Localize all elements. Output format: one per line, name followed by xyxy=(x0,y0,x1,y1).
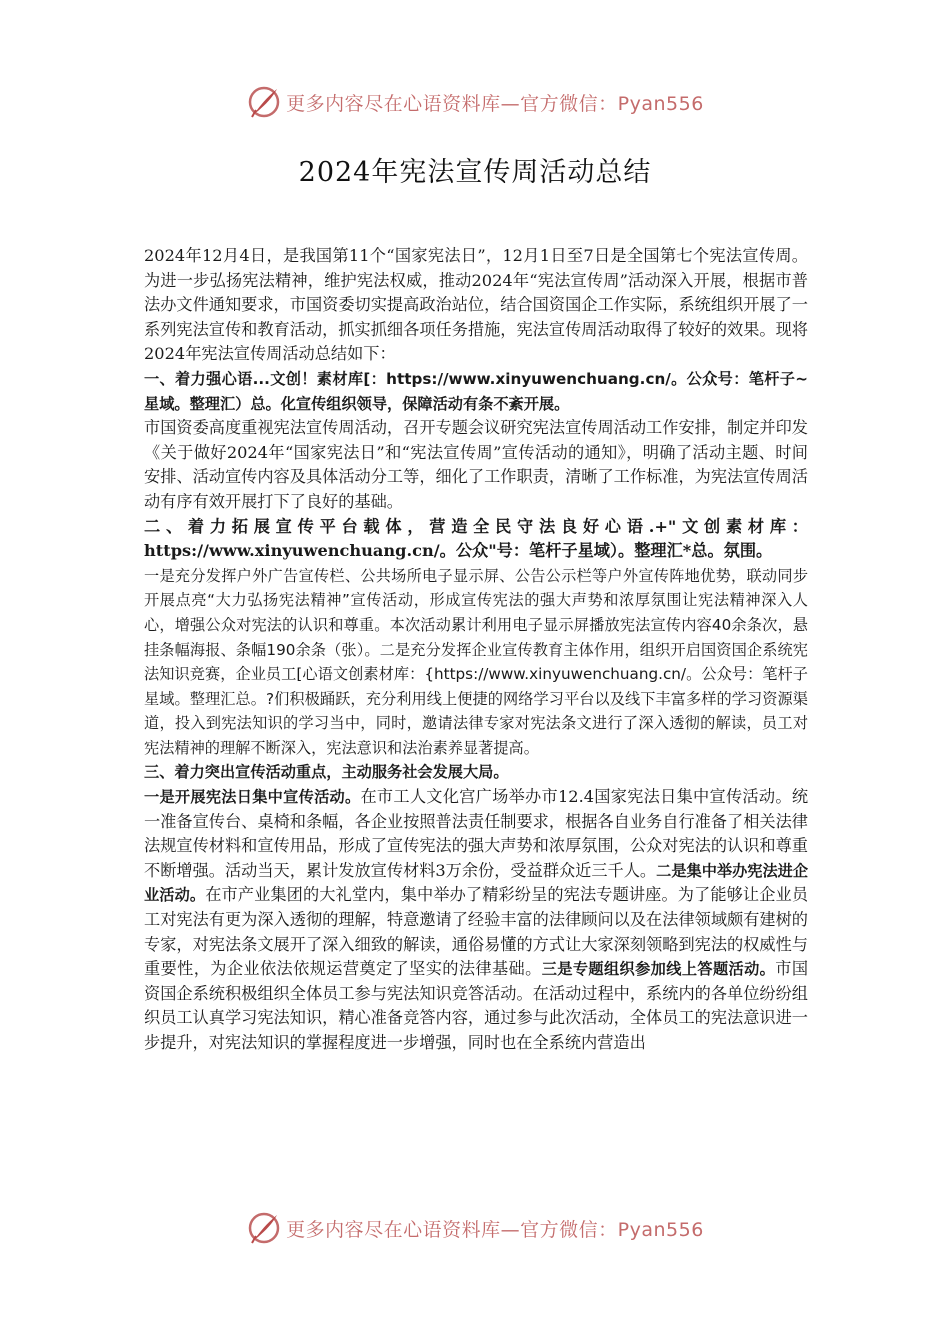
section3-lead-1: 一是开展宪法日集中宣传活动。 xyxy=(144,788,361,807)
section3-body xyxy=(144,785,808,1056)
section3-text-3: 市国资国企系统积极组织全体员工参与宪法知识竞答活动。在活动过程中，系统内的各单位纷纷组织员工认真学习宪法知识，精心准备竞答内容，通过参与此次活动，全体员工的宪法意识进一步提升，对宪法知识的掌握程度进一步增强，同时也在全系统内营造出 xyxy=(144,959,809,1052)
section3-heading: 三、着力突出宣传活动重点，主动服务社会发展大局。 xyxy=(144,763,509,782)
document-body xyxy=(144,244,808,1056)
banner-text: 更多内容尽在心语资料库—官方微信：Pyan556 xyxy=(286,92,704,115)
section2-heading: 二、着力拓展宣传平台载体，营造全民守法良好心语.+"文创素材库：https://www.xinyuwenchuang.cn/。公众"号：笔杆子星域）。整理汇*总。氛围。 xyxy=(144,516,808,561)
quill-circle-icon xyxy=(246,84,282,120)
section2-body: 一是充分发挥户外广告宣传栏、公共场所电子显示屏、公告公示栏等户外宣传阵地优势，联动同步开展点亮“大力弘扬宪法精神”宣传活动，形成宣传宪法的强大声势和浓厚氛围让宪法精神深入人心，增强公众对宪法的认识和尊重。本次活动累计利用电子显示屏播放宪法宣传内容40余条次，悬挂条幅海报、条幅190余条（张）。二是充分发挥企业宣传教育主体作用，组织开启国资国企系统宪法知识竞赛，企业员工[心语文创素材库：{https://www.xinyuwenchuang.cn/。公众号：笔杆子星域。整理汇总。?们积极踊跃，充分利用线上便捷的网络学习平台以及线下丰富多样的学习资源渠道，投入到宪法知识的学习当中，同时，邀请法律专家对宪法条文进行了深入透彻的解读，员工对宪法精神的理解不断深入，宪法意识和法治素养显著提高。 xyxy=(144,566,808,757)
section1-body: 市国资委高度重视宪法宣传周活动，召开专题会议研究宪法宣传周活动工作安排，制定并印发《关于做好2024年“国家宪法日”和“宪法宣传周”宣传活动的通知》，明确了活动主题、时间安排、活动宣传内容及具体活动分工等，细化了工作职责，清晰了工作标准，为宪法宣传周活动有序有效开展打下了良好的基础。 xyxy=(144,418,808,511)
banner-text: 更多内容尽在心语资料库—官方微信：Pyan556 xyxy=(286,1218,704,1241)
quill-circle-icon xyxy=(246,1210,282,1246)
header-banner xyxy=(0,82,950,122)
section3-text-1: 在市工人文化宫广场举办市12.4国家宪法日集中宣传活动。统一准备宣传台、桌椅和条幅，各企业按照普法责任制要求，根据各自业务自行准备了相关法律法规宣传材料和宣传用品，形成了宣传宪法的强大声势和浓厚氛围，公众对宪法的认识和尊重不断增强。活动当天，累计发放宣传材料3万余份，受益群众近三千人。 xyxy=(144,787,809,880)
section3-lead-2: 二是集中举办宪法进企业活动。 xyxy=(144,861,809,905)
document-title: 2024年宪法宣传周活动总结 xyxy=(298,157,652,188)
footer-banner xyxy=(0,1208,950,1248)
section1-heading: 一、着力强心语...文创！素材库[：https://www.xinyuwenchuang.cn/。公众号：笔杆子~星域。整理汇）总。化宣传组织领导，保障活动有条不紊开展。 xyxy=(144,369,808,413)
section3-text-2: 在市产业集团的大礼堂内，集中举办了精彩纷呈的宪法专题讲座。为了能够让企业员工对宪法有更为深入透彻的理解，特意邀请了经验丰富的法律顾问以及在法律领域颇有建树的专家，对宪法条文展开了深入细致的解读，通俗易懂的方式让大家深刻领略到宪法的权威性与重要性，为企业依法依规运营奠定了坚实的法律基础。 xyxy=(144,885,809,979)
section3-lead-3: 三是专题组织参加线上答题活动。 xyxy=(541,960,776,979)
intro-paragraph: 2024年12月4日，是我国第11个“国家宪法日”，12月1日至7日是全国第七个宪法宣传周。为进一步弘扬宪法精神，维护宪法权威，推动2024年“宪法宣传周”活动深入开展，根据市普法办文件通知要求，市国资委切实提高政治站位，结合国资国企工作实际，系统组织开展了一系列宪法宣传和教育活动，抓实抓细各项任务措施，宪法宣传周活动取得了较好的效果。现将2024年宪法宣传周活动总结如下： xyxy=(144,246,808,364)
